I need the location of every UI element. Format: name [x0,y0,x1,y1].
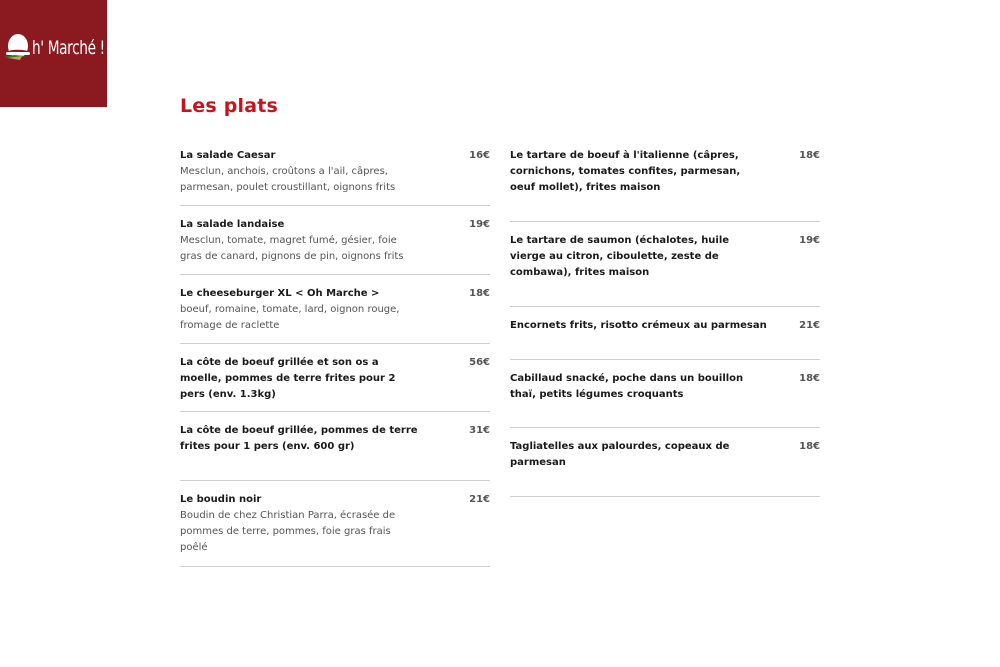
menu-column-left [180,148,490,567]
menu-item-description: Boudin de chez Christian Parra, écrasée de pommes de terre, pommes, foie gras frais poêlé [180,510,396,553]
menu-item [180,344,490,412]
menu-item-name: Le tartare de saumon (échalotes, huile vierge au citron, ciboulette, zeste de combawa), frites maison [510,235,730,278]
menu-item-price: 31€ [469,425,490,436]
menu-item [180,481,490,567]
menu-item-name: La salade Caesar [180,150,276,161]
menu-item-description: Mesclun, anchois, croûtons a l'ail, câpres, parmesan, poulet croustillant, oignons frits [180,166,396,193]
menu-item-price: 21€ [469,494,490,505]
menu-item-name: La côte de boeuf grillée et son os a moelle, pommes de terre frites pour 2 pers (env. 1.3kg) [180,357,396,400]
menu-item [180,275,490,344]
brand-logo[interactable] [0,0,107,107]
menu-item [510,148,820,222]
menu-item-price: 18€ [469,288,490,299]
menu-item-price: 21€ [799,320,820,331]
menu-item-name: Tagliatelles aux palourdes, copeaux de parmesan [510,441,730,468]
menu-item [510,428,820,497]
menu-item-price: 16€ [469,150,490,161]
menu-item-price: 19€ [469,219,490,230]
menu-item-name: Le boudin noir [180,494,262,505]
menu-item [180,148,490,206]
menu-item [510,222,820,307]
menu-item [510,360,820,428]
menu-item-name: Cabillaud snacké, poche dans un bouillon thaï, petits légumes croquants [510,373,744,400]
menu-item-price: 18€ [799,373,820,384]
menu-item-price: 18€ [799,150,820,161]
menu-item [180,412,490,481]
cloche-icon [2,32,32,64]
menu-item-name: Le tartare de boeuf à l'italienne (câpres, cornichons, tomates confites, parmesan, oeuf mollet), frites maison [510,150,741,193]
menu-item [510,307,820,360]
menu-item-name: La côte de boeuf grillée, pommes de terre frites pour 1 pers (env. 600 gr) [180,425,418,452]
menu-column-right [510,148,820,497]
menu-item [180,206,490,275]
menu-item-price: 18€ [799,441,820,452]
menu-item-name: Le cheeseburger XL < Oh Marche > [180,288,380,299]
menu-item-name: La salade landaise [180,219,285,230]
menu-item-name: Encornets frits, risotto crémeux au parmesan [510,320,767,331]
section-title: Les plats [180,95,279,117]
menu-item-description: Mesclun, tomate, magret fumé, gésier, foie gras de canard, pignons de pin, oignons frits [180,235,404,262]
menu-item-price: 56€ [469,357,490,368]
menu-item-price: 19€ [799,235,820,246]
menu-item-description: boeuf, romaine, tomate, lard, oignon rouge, fromage de raclette [180,304,400,331]
brand-name: h' Marché ! [32,37,105,59]
